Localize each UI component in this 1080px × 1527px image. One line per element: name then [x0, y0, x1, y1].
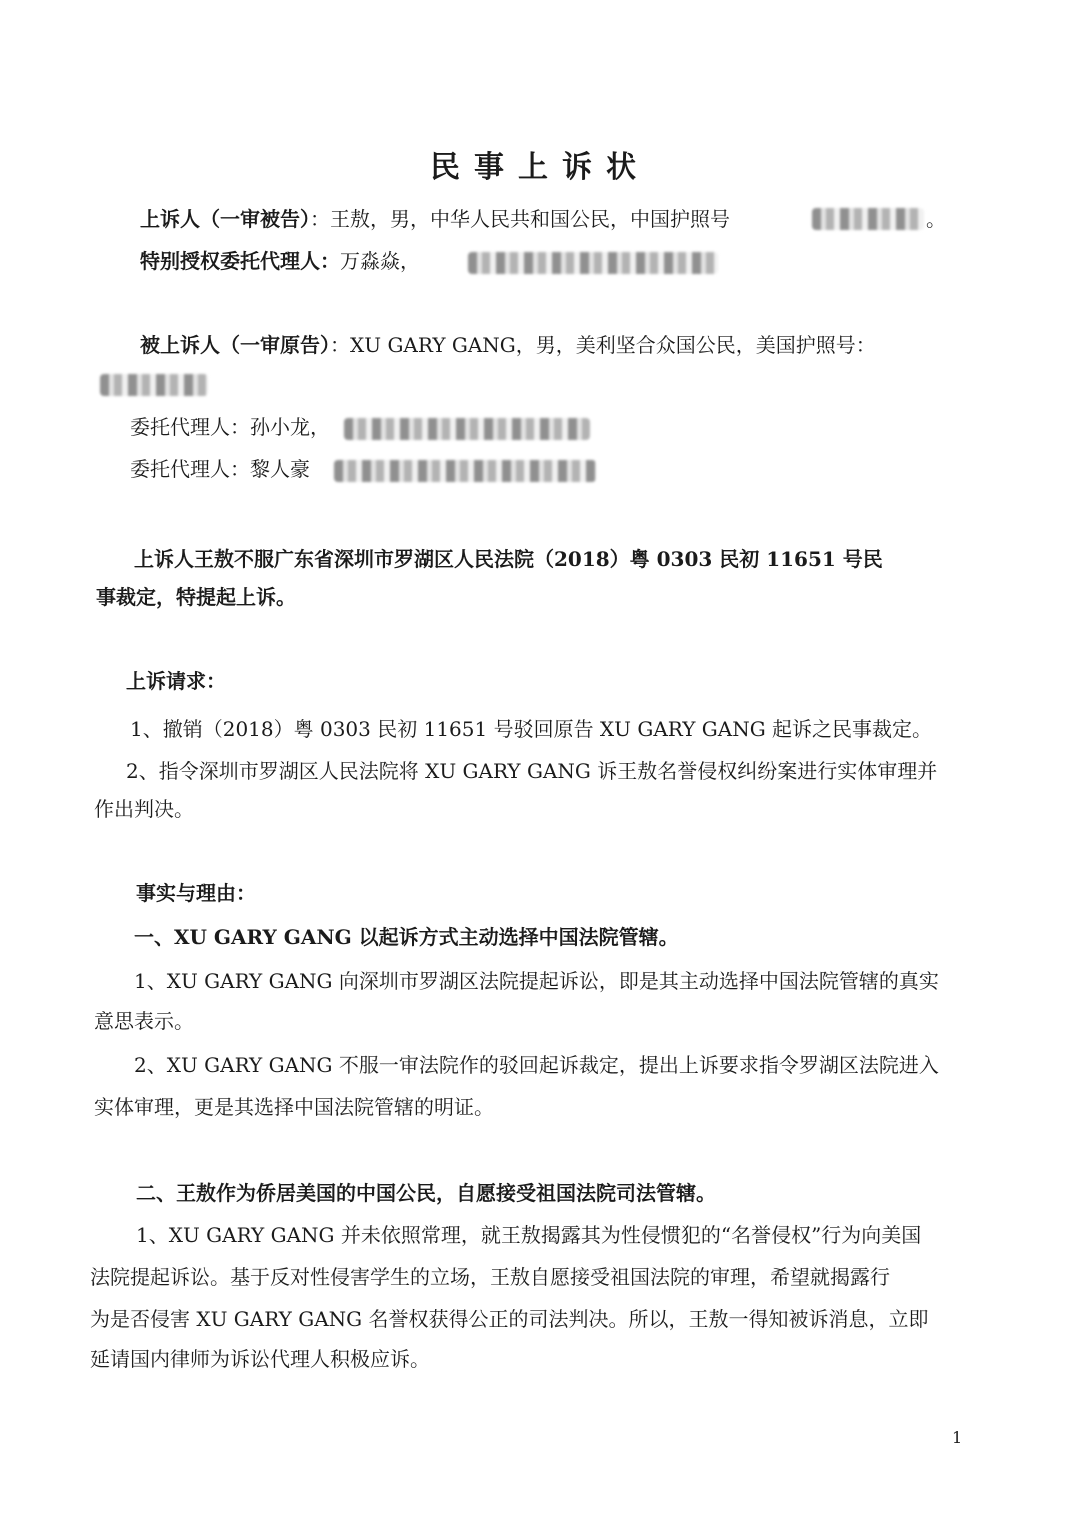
special-agent-label: 特别授权委托代理人： — [140, 249, 340, 273]
section-1-p2-line-2: 实体审理，更是其选择中国法院管辖的明证。 — [94, 1095, 494, 1119]
section-2-heading: 二、王敖作为侨居美国的中国公民，自愿接受祖国法院司法管辖。 — [136, 1181, 716, 1205]
section-1-p1-line-2: 意思表示。 — [94, 1009, 194, 1033]
appellant-text: ：王敖，男，中华人民共和国公民，中国护照号 — [310, 207, 730, 231]
intro-line-1: 上诉人王敖不服广东省深圳市罗湖区人民法院（2018）粤 0303 民初 11651 号民 — [134, 547, 883, 571]
section-2-p1-line-4: 延请国内律师为诉讼代理人积极应诉。 — [90, 1347, 430, 1371]
special-agent-name: 万淼焱， — [340, 249, 420, 273]
page-title: 民事上诉状 — [430, 150, 650, 185]
agent-name: 孙小龙， — [250, 415, 330, 439]
redacted-passport-appellee — [100, 374, 208, 396]
appellant-line — [140, 206, 730, 232]
appellee-line — [140, 332, 876, 358]
appellant-label: 上诉人（一审被告） — [140, 207, 310, 231]
appellee-label: 被上诉人（一审原告） — [140, 333, 330, 357]
agent-label: 委托代理人： — [130, 457, 250, 481]
appellee-text: ：XU GARY GANG，男，美利坚合众国公民，美国护照号： — [330, 333, 876, 357]
request-item-2-line-2: 作出判决。 — [94, 797, 194, 821]
redacted-passport-appellant — [812, 208, 924, 230]
appellant-tail: 。 — [926, 207, 946, 231]
agent-name: 黎人豪 — [250, 457, 310, 481]
redacted-agent-1-info — [344, 418, 590, 440]
appellee-agent-1 — [130, 414, 330, 440]
section-1-p2-line-1: 2、XU GARY GANG 不服一审法院作的驳回起诉裁定，提出上诉要求指令罗湖区法院进入 — [134, 1053, 939, 1077]
section-1-p1-line-1: 1、XU GARY GANG 向深圳市罗湖区法院提起诉讼，即是其主动选择中国法院管辖的真实 — [134, 969, 939, 993]
section-1-heading: 一、XU GARY GANG 以起诉方式主动选择中国法院管辖。 — [134, 925, 679, 949]
redacted-special-agent-info — [468, 252, 718, 274]
agent-label: 委托代理人： — [130, 415, 250, 439]
intro-line-2: 事裁定，特提起上诉。 — [96, 585, 296, 609]
facts-heading: 事实与理由： — [136, 881, 256, 905]
requests-heading: 上诉请求： — [126, 669, 226, 693]
request-item-1: 1、撤销（2018）粤 0303 民初 11651 号驳回原告 XU GARY GANG 起诉之民事裁定。 — [130, 717, 933, 741]
request-item-2-line-1: 2、指令深圳市罗湖区人民法院将 XU GARY GANG 诉王敖名誉侵权纠纷案进行实体审理并 — [126, 759, 938, 783]
page-number: 1 — [952, 1428, 963, 1447]
redacted-agent-2-info — [334, 460, 596, 482]
section-2-p1-line-2: 法院提起诉讼。基于反对性侵害学生的立场，王敖自愿接受祖国法院的审理，希望就揭露行 — [90, 1265, 890, 1289]
appellee-agent-2 — [130, 456, 310, 482]
section-2-p1-line-1: 1、XU GARY GANG 并未依照常理，就王敖揭露其为性侵惯犯的“名誉侵权”行为向美国 — [136, 1223, 922, 1247]
section-2-p1-line-3: 为是否侵害 XU GARY GANG 名誉权获得公正的司法判决。所以，王敖一得知被诉消息，立即 — [90, 1307, 929, 1331]
special-agent-line — [140, 248, 420, 274]
